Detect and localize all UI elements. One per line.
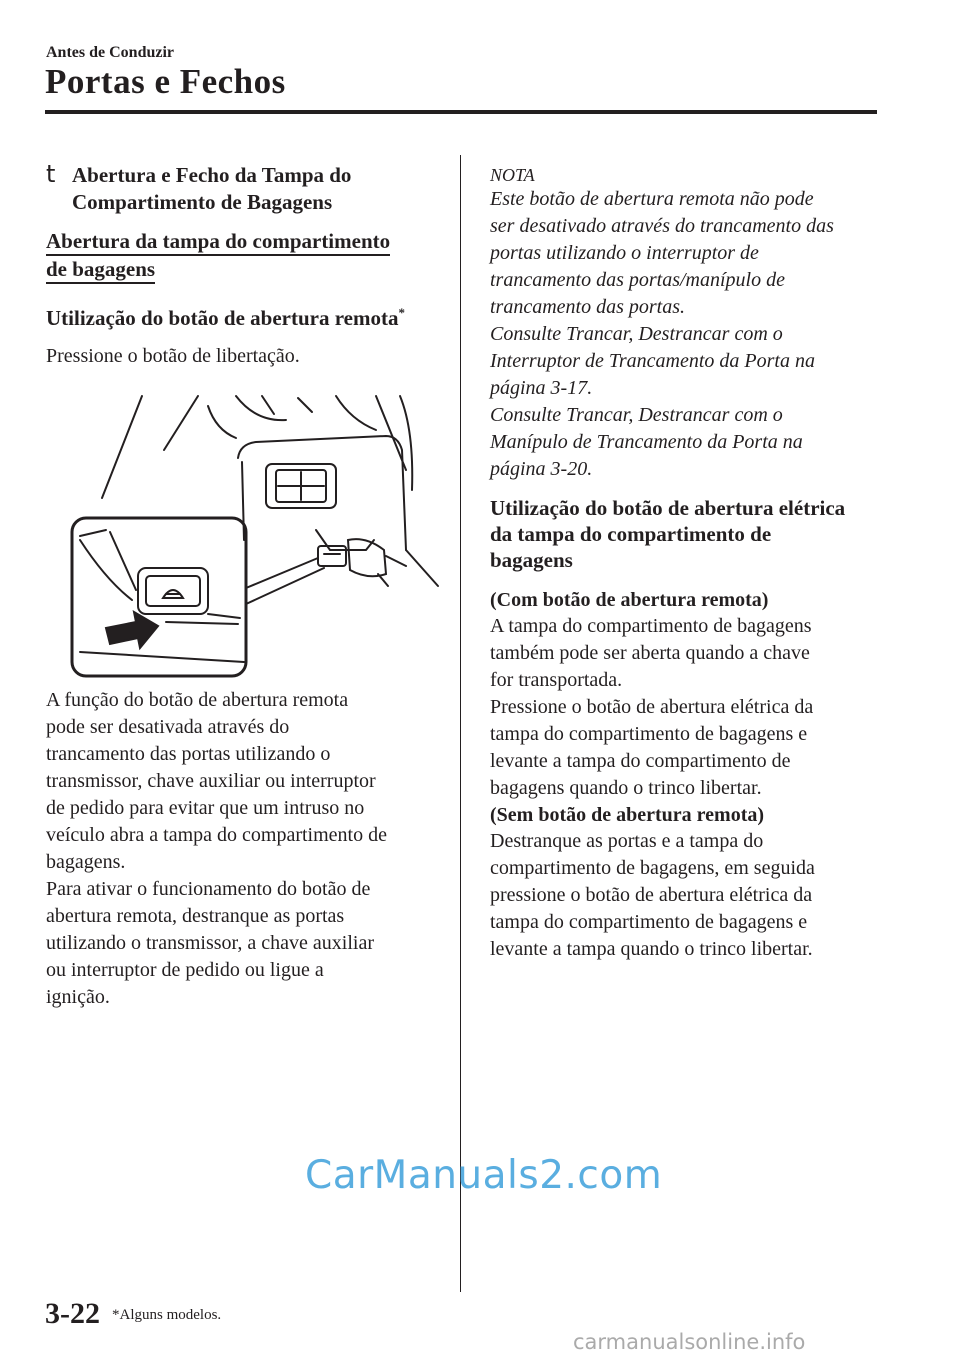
subsection-heading-line: Abertura da tampa do compartimento — [46, 228, 390, 256]
body-line: utilizando o transmissor, a chave auxiliar — [46, 932, 374, 954]
body-line: Destranque as portas e a tampa do — [490, 830, 764, 852]
procedure-heading-line: da tampa do compartimento de — [490, 522, 772, 546]
body-line: levante a tampa quando o trinco libertar. — [490, 938, 813, 960]
topic-heading-line: Compartimento de Bagagens — [72, 190, 333, 214]
instruction-text: Pressione o botão de libertação. — [46, 345, 300, 367]
topic-heading — [72, 160, 438, 216]
body-line: veículo abra a tampa do compartimento de — [46, 824, 387, 846]
push-arrow-icon — [106, 612, 158, 648]
trunk-release-button-illustration — [66, 390, 446, 680]
footnote: *Alguns modelos. — [112, 1307, 222, 1323]
source-watermark: carmanualsonline.info — [573, 1330, 806, 1354]
topic-heading-line: Abertura e Fecho da Tampa do — [72, 163, 352, 187]
body-line: pode ser desativada através do — [46, 716, 290, 738]
subsection-heading — [46, 228, 390, 256]
body-line: Pressione o botão de abertura elétrica da — [490, 696, 814, 718]
note-line: ser desativado através do trancamento das — [490, 215, 834, 237]
note-line: trancamento das portas/manípulo de — [490, 269, 785, 291]
body-line: levante a tampa do compartimento de — [490, 750, 791, 772]
body-line: tampa do compartimento de bagagens e — [490, 723, 808, 745]
body-line: transmissor, chave auxiliar ou interruptor — [46, 770, 376, 792]
note-line: Este botão de abertura remota não pode — [490, 188, 814, 210]
chapter-label: Antes de Conduzir — [46, 44, 175, 61]
body-line: abertura remota, destranque as portas — [46, 905, 345, 927]
body-line: pressione o botão de abertura elétrica da — [490, 884, 813, 906]
left-body — [46, 687, 438, 1011]
condition-heading: (Sem botão de abertura remota) — [490, 804, 765, 826]
left-column — [46, 160, 438, 370]
note-line: trancamento das portas. — [490, 296, 685, 318]
procedure-heading-line: bagagens — [490, 548, 573, 572]
footnote-mark: * — [398, 305, 405, 320]
column-divider — [460, 155, 461, 1292]
note-line: Consulte Trancar, Destrancar com o — [490, 323, 783, 345]
procedure-heading — [490, 495, 880, 573]
subsection-heading-line: de bagagens — [46, 256, 155, 284]
body-line: A tampa do compartimento de bagagens — [490, 615, 812, 637]
note-line: página 3-17. — [490, 377, 593, 399]
body-line: também pode ser aberta quando a chave — [490, 642, 810, 664]
note-line: página 3-20. — [490, 458, 593, 480]
body-line: bagagens quando o trinco libertar. — [490, 777, 762, 799]
note-box — [490, 186, 880, 483]
body-line: bagagens. — [46, 851, 126, 873]
body-line: trancamento das portas utilizando o — [46, 743, 331, 765]
procedure-heading-text: Utilização do botão de abertura remota — [46, 306, 399, 330]
heading-marker: t — [46, 160, 56, 188]
body-line: tampa do compartimento de bagagens e — [490, 911, 808, 933]
note-line: Interruptor de Trancamento da Porta na — [490, 350, 815, 372]
body-line: ou interruptor de pedido ou ligue a — [46, 959, 324, 981]
body-line: de pedido para evitar que um intruso no — [46, 797, 365, 819]
body-line: A função do botão de abertura remota — [46, 689, 349, 711]
note-line: Consulte Trancar, Destrancar com o — [490, 404, 783, 426]
procedure-heading-line: Utilização do botão de abertura elétrica — [490, 496, 846, 520]
body-line: compartimento de bagagens, em seguida — [490, 857, 815, 879]
body-line: ignição. — [46, 986, 110, 1008]
watermark-logo: CarManuals2.com — [305, 1153, 663, 1198]
page-number: 3-22 — [45, 1297, 100, 1330]
note-heading: NOTA — [490, 165, 535, 185]
note-line: Manípulo de Trancamento da Porta na — [490, 431, 803, 453]
procedure-heading — [46, 300, 438, 331]
condition-heading: (Com botão de abertura remota) — [490, 589, 769, 611]
section-title: Portas e Fechos — [45, 62, 286, 101]
body-line: Para ativar o funcionamento do botão de — [46, 878, 371, 900]
note-line: portas utilizando o interruptor de — [490, 242, 759, 264]
right-column — [490, 160, 880, 963]
body-line: for transportada. — [490, 669, 623, 691]
header-rule — [45, 110, 877, 114]
